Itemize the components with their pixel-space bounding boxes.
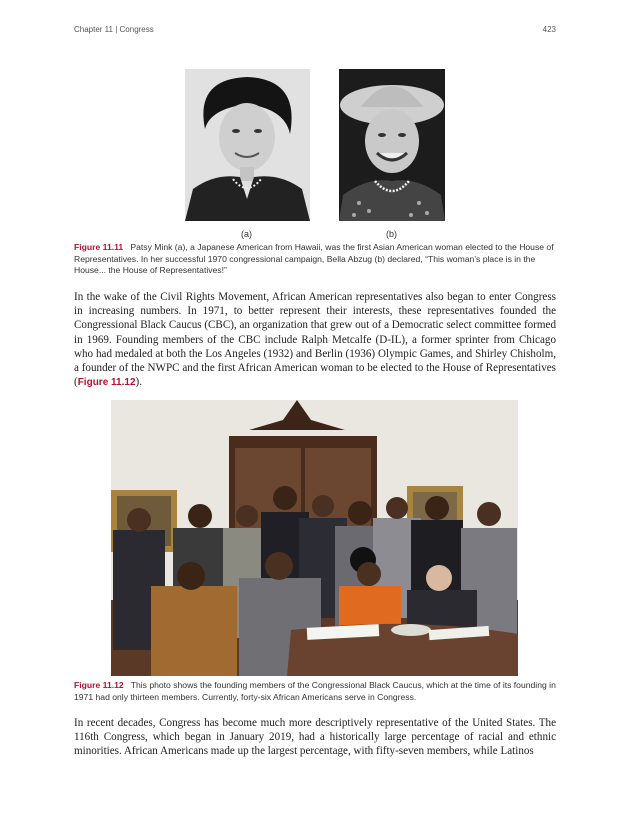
figure-label: Figure 11.11: [74, 242, 124, 252]
running-header-chapter: Chapter 11 | Congress: [74, 25, 154, 34]
paragraph-text: In the wake of the Civil Rights Movement, African American representatives also began to enter Congress in increasing numbers. In 1971, to better represent their interests, these representatives founded the Congressional Black Caucus (CBC), an organization that grew out of a Democratic select committee formed in 1969. Founding members of the CBC include Ralph Metcalfe (D-IL), a former sprinter from Chicago who had medaled at both the Los Angeles (1932) and Berlin (1936) Olympic Games, and Shirley Chisholm, a founder of the NWPC and the first African American woman to be elected to the House of Representatives (: [74, 291, 556, 389]
figure-sublabel-a: (a): [241, 229, 252, 239]
paragraph-text: In recent decades, Congress has become much more descriptively representative of the United States. The 116th Congress, which began in January 2019, had a historically large percentage of racial and ethnic minorities. African Americans made up the largest percentage, with fifty-seven members, while Latinos: [74, 717, 556, 758]
group-photo: [111, 400, 518, 676]
page-number: 423: [542, 25, 556, 34]
caption-text: This photo shows the founding members of the Congressional Black Caucus, which at the time of its founding in 1971 had only thirteen members. Currently, forty-six African Americans serve in Congress.: [74, 680, 556, 702]
paragraph-text-end: ).: [135, 376, 142, 389]
body-paragraph: [74, 716, 556, 759]
caption-text: Patsy Mink (a), a Japanese American from Hawaii, was the first Asian American woman elected to the House of Representatives. In her successful 1970 congressional campaign, Bella Abzug (b) declared, “This woman’s place is in the House... the House of Representatives!”: [74, 242, 554, 275]
portrait-photo-a: [185, 69, 310, 221]
figure-sublabel-b: (b): [386, 229, 397, 239]
figure-11-12-caption: [74, 680, 556, 703]
figure-label: Figure 11.12: [74, 680, 124, 690]
body-paragraph: [74, 290, 556, 390]
figure-reference-link[interactable]: Figure 11.12: [77, 377, 136, 389]
portrait-photo-b: [339, 69, 445, 221]
figure-11-11-caption: [74, 242, 556, 277]
